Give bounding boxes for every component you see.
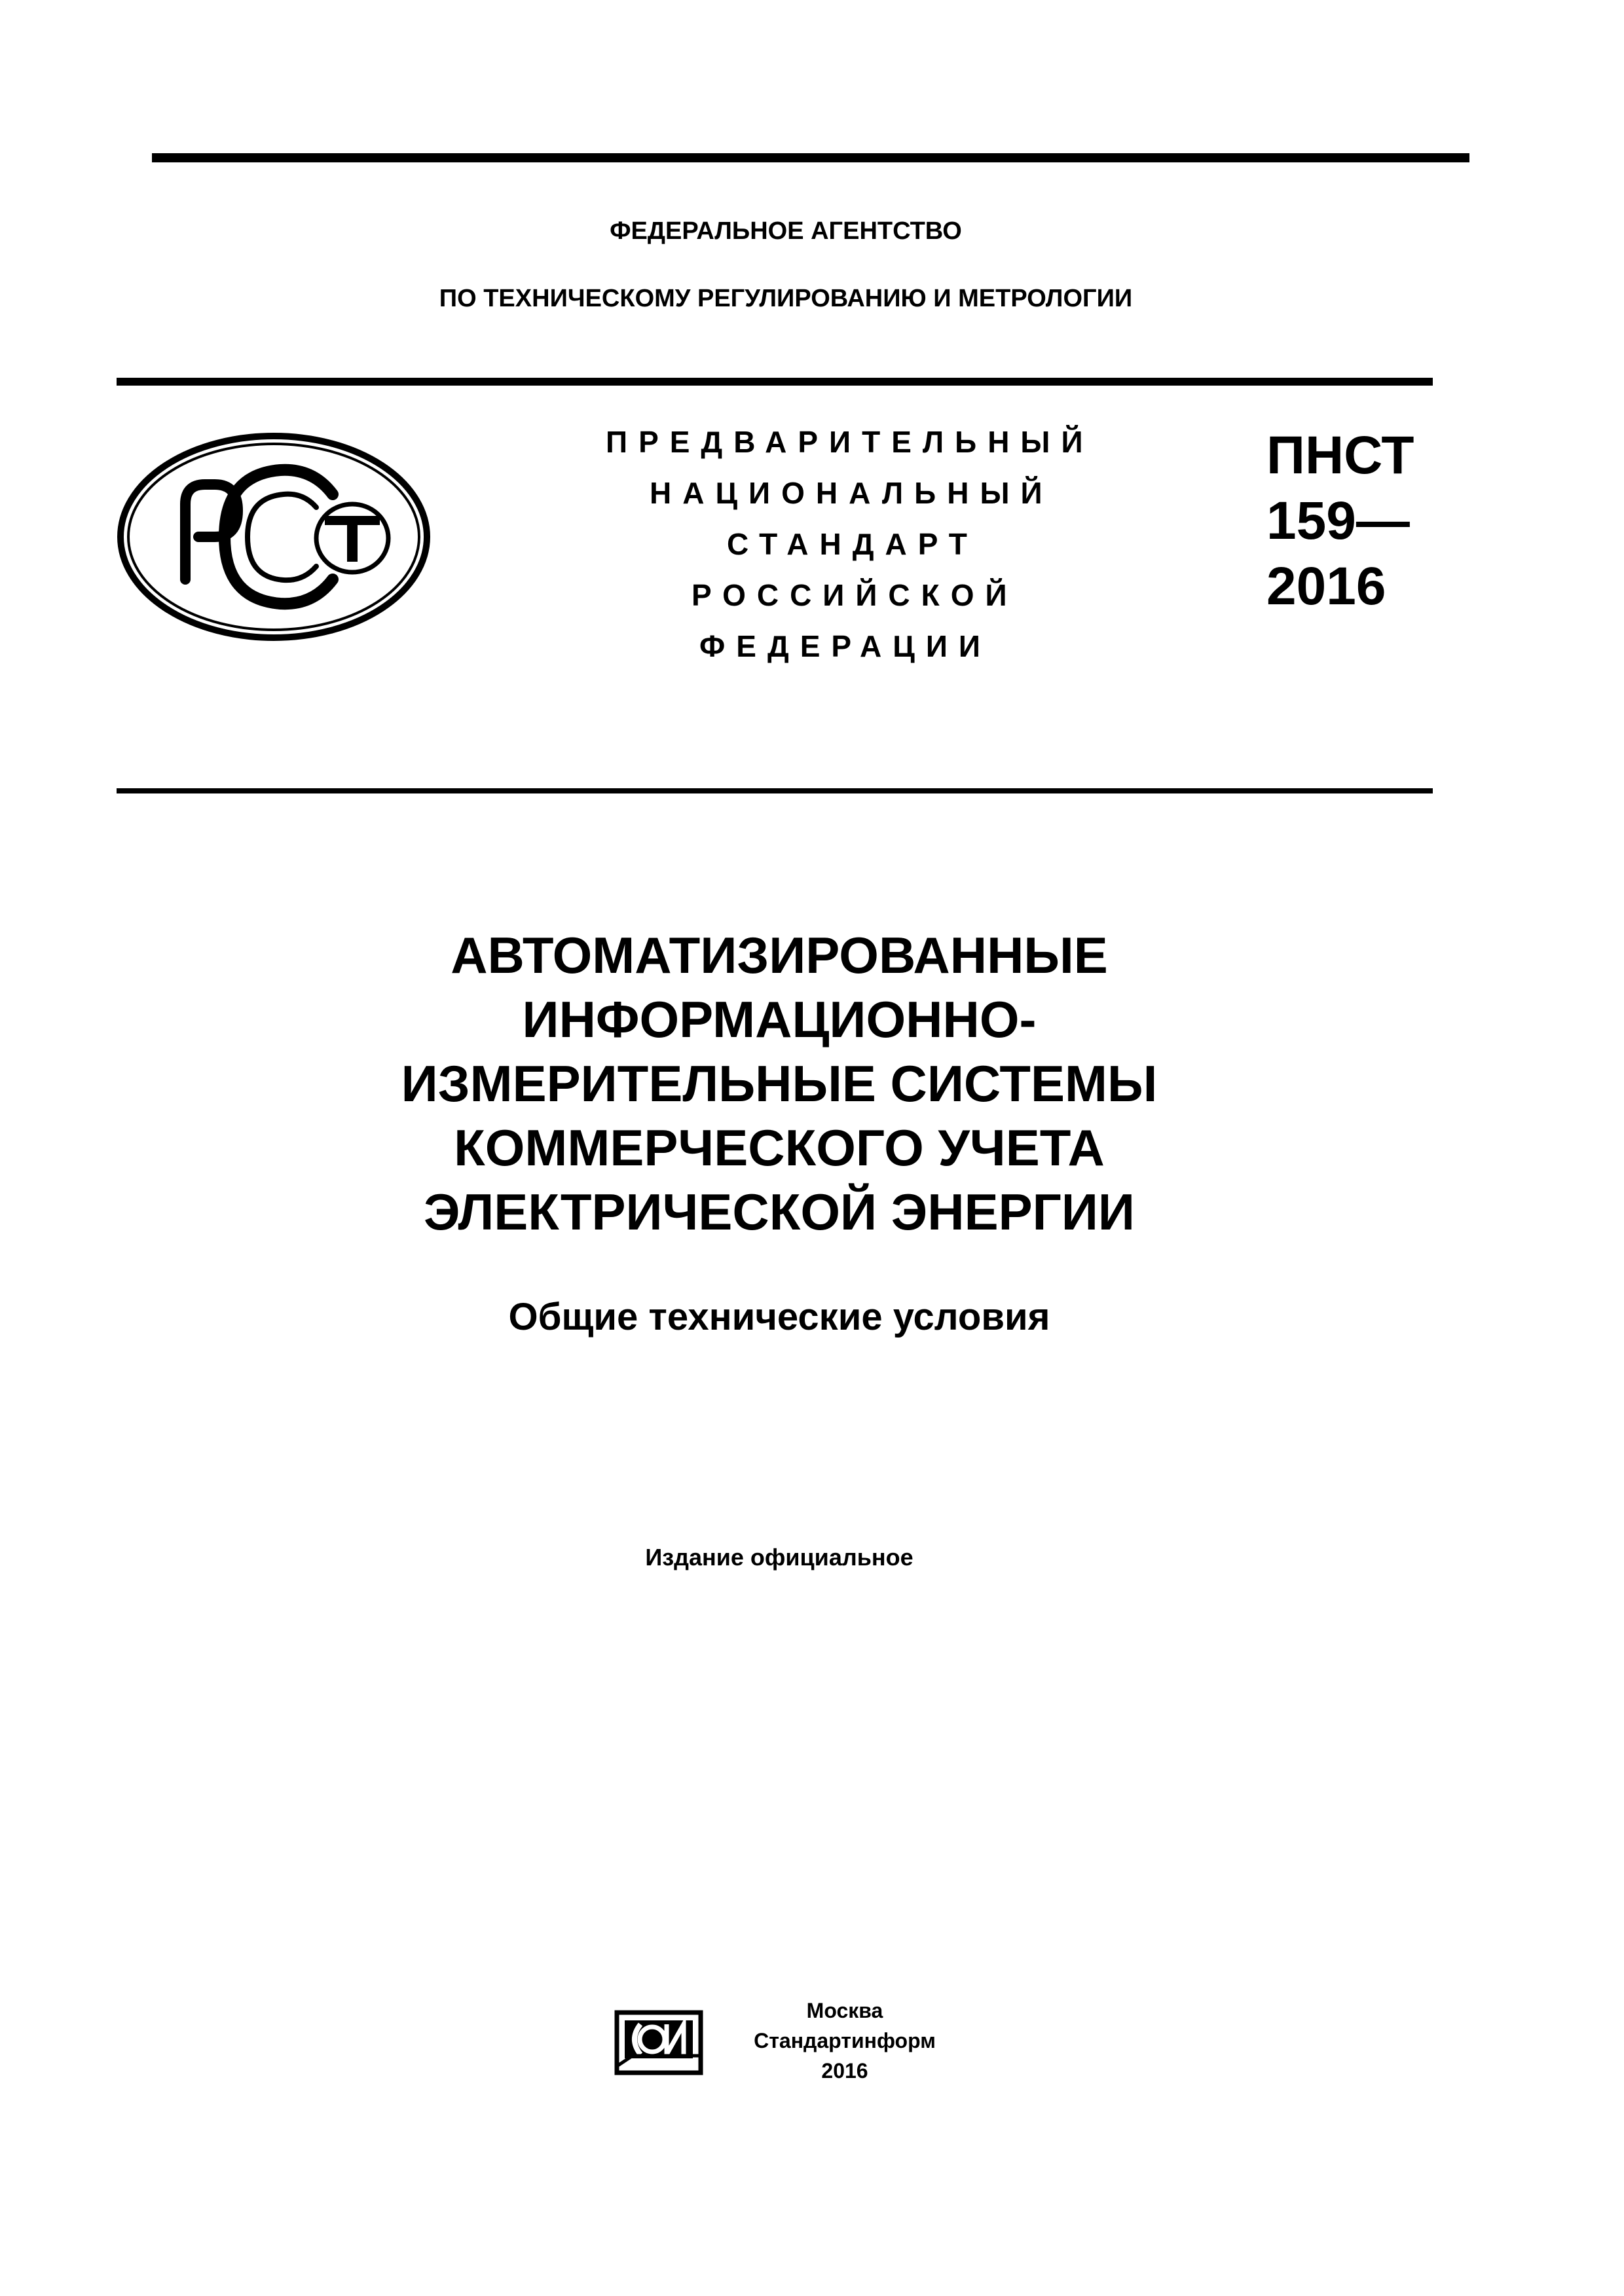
document-title xyxy=(196,923,1362,1244)
title-line-2: ИНФОРМАЦИОННО- xyxy=(522,991,1037,1048)
standard-type-line-5: ФЕДЕРАЦИИ xyxy=(699,629,991,663)
rst-emblem-icon xyxy=(117,432,431,642)
agency-line-2: ПО ТЕХНИЧЕСКОМУ РЕГУЛИРОВАНИЮ И МЕТРОЛОГИИ xyxy=(439,285,1133,312)
top-rule xyxy=(152,153,1469,162)
title-line-4: КОММЕРЧЕСКОГО УЧЕТА xyxy=(454,1119,1105,1176)
header-rule xyxy=(117,378,1433,386)
title-line-5: ЭЛЕКТРИЧЕСКОЙ ЭНЕРГИИ xyxy=(424,1183,1135,1241)
publisher-name: Стандартинформ xyxy=(754,2029,936,2052)
designation-year: 2016 xyxy=(1266,556,1386,616)
publisher-year: 2016 xyxy=(821,2059,868,2083)
publisher-city: Москва xyxy=(806,1999,883,2022)
designation-number: 159— xyxy=(1266,491,1410,551)
publisher-block xyxy=(733,1995,956,2086)
title-line-3: ИЗМЕРИТЕЛЬНЫЕ СИСТЕМЫ xyxy=(401,1055,1158,1112)
agency-line-1: ФЕДЕРАЛЬНОЕ АГЕНТСТВО xyxy=(610,217,962,245)
standard-type-line-3: СТАНДАРТ xyxy=(727,527,978,561)
title-line-1: АВТОМАТИЗИРОВАННЫЕ xyxy=(451,926,1108,984)
standartinform-logo-icon xyxy=(614,2003,706,2075)
standard-type-line-4: РОССИЙСКОЙ xyxy=(692,578,1018,612)
standard-type-line-1: ПРЕДВАРИТЕЛЬНЫЙ xyxy=(606,425,1094,459)
standard-type-line-2: НАЦИОНАЛЬНЫЙ xyxy=(650,476,1054,510)
middle-rule xyxy=(117,788,1433,793)
document-subtitle: Общие технические условия xyxy=(508,1296,1050,1338)
edition-label: Издание официальное xyxy=(645,1544,913,1571)
designation-prefix: ПНСТ xyxy=(1266,426,1414,485)
